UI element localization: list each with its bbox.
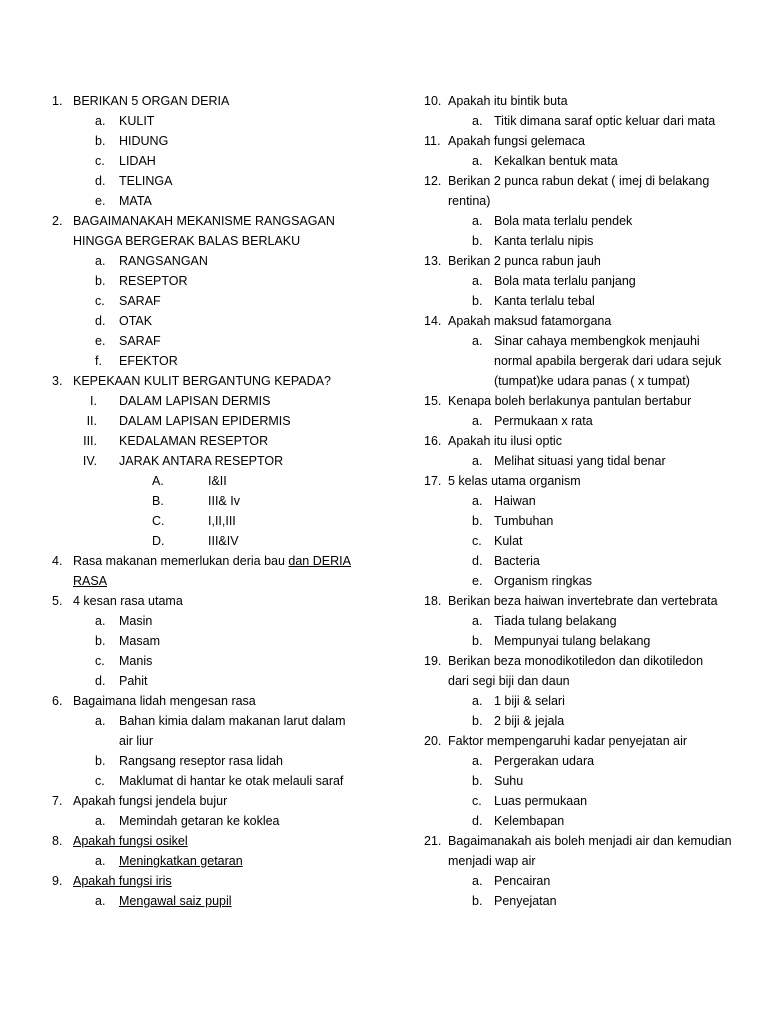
list-marker: c. bbox=[95, 294, 105, 308]
list-text bbox=[119, 731, 153, 751]
list-text-part: Bagaimanakah ais boleh menjadi air dan kemudian bbox=[448, 834, 732, 848]
list-text bbox=[448, 471, 581, 491]
list-text-part: Pergerakan udara bbox=[494, 754, 595, 768]
list-marker: D. bbox=[152, 534, 165, 548]
list-text-part: DALAM LAPISAN DERMIS bbox=[119, 394, 271, 408]
list-marker: b. bbox=[472, 634, 483, 648]
list-text bbox=[494, 451, 666, 471]
list-text bbox=[448, 251, 601, 271]
list-marker: a. bbox=[95, 814, 106, 828]
list-text bbox=[119, 131, 168, 151]
list-text bbox=[119, 751, 283, 771]
list-text-part: Berikan 2 punca rabun jauh bbox=[448, 254, 601, 268]
list-marker: 11. bbox=[424, 134, 441, 148]
list-text bbox=[73, 871, 172, 891]
list-marker: 18. bbox=[424, 594, 442, 608]
list-marker: 20. bbox=[424, 734, 442, 748]
list-text bbox=[119, 111, 154, 131]
list-marker: 3. bbox=[52, 374, 63, 388]
list-text-part: Faktor mempengaruhi kadar penyejatan air bbox=[448, 734, 688, 748]
list-text-part: OTAK bbox=[119, 314, 153, 328]
list-text bbox=[73, 831, 188, 851]
list-text-part: SARAF bbox=[119, 334, 161, 348]
list-text bbox=[73, 91, 229, 111]
list-text bbox=[448, 731, 687, 751]
list-text-part: Tumbuhan bbox=[494, 514, 554, 528]
list-marker: d. bbox=[472, 554, 483, 568]
list-text bbox=[448, 311, 611, 331]
list-marker: a. bbox=[472, 454, 483, 468]
list-text-part: Rangsang reseptor rasa lidah bbox=[119, 754, 283, 768]
list-marker: d. bbox=[472, 814, 483, 828]
list-text bbox=[73, 371, 331, 391]
list-text-part: Tiada tulang belakang bbox=[494, 614, 617, 628]
list-text bbox=[119, 411, 291, 431]
list-marker: a. bbox=[472, 154, 483, 168]
list-marker: a. bbox=[95, 254, 106, 268]
list-text-part: menjadi wap air bbox=[448, 854, 536, 868]
list-text bbox=[494, 231, 593, 251]
list-text-part: I,II,III bbox=[208, 514, 236, 528]
list-text bbox=[494, 611, 617, 631]
list-text-part: Apakah fungsi osikel bbox=[73, 834, 188, 848]
list-text-part: RASA bbox=[73, 574, 108, 588]
list-text-part: Kanta terlalu nipis bbox=[494, 234, 594, 248]
list-marker: 16. bbox=[424, 434, 442, 448]
list-text bbox=[494, 371, 690, 391]
list-text bbox=[119, 611, 152, 631]
list-marker: 9. bbox=[52, 874, 63, 888]
list-marker: 8. bbox=[52, 834, 63, 848]
list-text-part: SARAF bbox=[119, 294, 161, 308]
list-marker: b. bbox=[472, 514, 483, 528]
list-text-part: JARAK ANTARA RESEPTOR bbox=[119, 454, 284, 468]
list-marker: c. bbox=[472, 534, 482, 548]
list-marker: a. bbox=[472, 614, 483, 628]
list-marker: b. bbox=[95, 134, 106, 148]
list-text bbox=[494, 751, 594, 771]
list-text bbox=[494, 891, 557, 911]
list-text bbox=[119, 451, 283, 471]
list-marker: 7. bbox=[52, 794, 63, 808]
list-text-part: Bacteria bbox=[494, 554, 540, 568]
list-marker: d. bbox=[95, 674, 106, 688]
list-marker: 17. bbox=[424, 474, 442, 488]
list-marker: C. bbox=[152, 514, 165, 528]
list-text bbox=[494, 511, 553, 531]
list-marker: b. bbox=[472, 894, 483, 908]
list-marker: 14. bbox=[424, 314, 442, 328]
list-text bbox=[494, 211, 632, 231]
list-marker: b. bbox=[95, 274, 106, 288]
list-text-part: RANGSANGAN bbox=[119, 254, 208, 268]
list-text bbox=[73, 691, 256, 711]
list-text-part: Berikan 2 punca rabun dekat ( imej di belakang bbox=[448, 174, 710, 188]
list-text bbox=[448, 651, 703, 671]
list-text bbox=[119, 891, 232, 911]
list-marker: a. bbox=[95, 894, 106, 908]
list-text-part: III&IV bbox=[208, 534, 239, 548]
list-text-part: Permukaan x rata bbox=[494, 414, 593, 428]
list-text bbox=[119, 431, 268, 451]
list-marker: a. bbox=[472, 334, 483, 348]
list-text-part: BAGAIMANAKAH MEKANISME RANGSAGAN bbox=[73, 214, 335, 228]
list-text bbox=[494, 491, 536, 511]
list-text bbox=[119, 391, 270, 411]
list-marker: 5. bbox=[52, 594, 63, 608]
list-text bbox=[494, 791, 587, 811]
list-text bbox=[73, 211, 335, 231]
list-text-part: Pahit bbox=[119, 674, 148, 688]
list-text bbox=[119, 271, 188, 291]
list-text-part: Suhu bbox=[494, 774, 524, 788]
list-text-part: Masam bbox=[119, 634, 160, 648]
list-text-part: LIDAH bbox=[119, 154, 156, 168]
list-marker: a. bbox=[472, 494, 483, 508]
list-marker: c. bbox=[95, 774, 105, 788]
list-text bbox=[448, 191, 490, 211]
list-text bbox=[119, 331, 161, 351]
list-text-part: Kulat bbox=[494, 534, 523, 548]
list-text-part: HINGGA BERGERAK BALAS BERLAKU bbox=[73, 234, 301, 248]
list-text-part: normal apabila bergerak dari udara sejuk bbox=[494, 354, 722, 368]
list-text-part: Memindah getaran ke koklea bbox=[119, 814, 280, 828]
list-text-part: HIDUNG bbox=[119, 134, 169, 148]
list-text bbox=[119, 651, 152, 671]
list-text-part: BERIKAN 5 ORGAN DERIA bbox=[73, 94, 230, 108]
list-text-part: Bagaimana lidah mengesan rasa bbox=[73, 694, 256, 708]
list-text-part: Bola mata terlalu panjang bbox=[494, 274, 636, 288]
list-text-part: Apakah fungsi iris bbox=[73, 874, 172, 888]
list-marker: b. bbox=[472, 294, 483, 308]
list-text bbox=[448, 91, 568, 111]
list-text-part: III& Iv bbox=[208, 494, 240, 508]
list-marker: 1. bbox=[52, 94, 63, 108]
list-text-part: Apakah itu ilusi optic bbox=[448, 434, 562, 448]
list-marker: b. bbox=[472, 234, 483, 248]
list-marker: 2. bbox=[52, 214, 63, 228]
list-text-part: Mengawal saiz pupil bbox=[119, 894, 232, 908]
list-text bbox=[119, 671, 148, 691]
list-text-part: Apakah fungsi gelemaca bbox=[448, 134, 585, 148]
list-text-part: DALAM LAPISAN EPIDERMIS bbox=[119, 414, 291, 428]
list-marker: 15. bbox=[424, 394, 442, 408]
list-text bbox=[208, 511, 236, 531]
list-text-part: 5 kelas utama organism bbox=[448, 474, 581, 488]
list-marker: a. bbox=[472, 274, 483, 288]
list-text bbox=[119, 811, 280, 831]
list-text-part: Masin bbox=[119, 614, 153, 628]
list-marker: I. bbox=[90, 394, 97, 408]
list-text-part: Bahan kimia dalam makanan larut dalam bbox=[119, 714, 346, 728]
list-text bbox=[448, 831, 732, 851]
list-marker: 19. bbox=[424, 654, 442, 668]
list-marker: b. bbox=[472, 714, 483, 728]
list-text bbox=[448, 171, 709, 191]
list-text-part: MATA bbox=[119, 194, 152, 208]
list-text bbox=[73, 571, 107, 591]
list-text-part: Apakah maksud fatamorgana bbox=[448, 314, 612, 328]
list-marker: 4. bbox=[52, 554, 63, 568]
list-marker: d. bbox=[95, 314, 106, 328]
list-text bbox=[73, 591, 183, 611]
list-text bbox=[119, 191, 152, 211]
list-marker: a. bbox=[95, 614, 106, 628]
list-text-part: Apakah fungsi jendela bujur bbox=[73, 794, 228, 808]
list-text-part: Kenapa boleh berlakunya pantulan bertabur bbox=[448, 394, 692, 408]
list-marker: a. bbox=[472, 414, 483, 428]
list-text bbox=[119, 171, 173, 191]
list-text bbox=[119, 311, 152, 331]
list-text-part: KULIT bbox=[119, 114, 155, 128]
list-text bbox=[494, 871, 550, 891]
list-marker: A. bbox=[152, 474, 164, 488]
list-marker: d. bbox=[95, 174, 106, 188]
list-marker: a. bbox=[95, 114, 106, 128]
list-marker: a. bbox=[472, 114, 483, 128]
list-text bbox=[494, 291, 595, 311]
list-text-part: Melihat situasi yang tidal benar bbox=[494, 454, 666, 468]
list-text bbox=[208, 531, 239, 551]
list-marker: 12. bbox=[424, 174, 442, 188]
list-marker: 21. bbox=[424, 834, 442, 848]
list-text bbox=[494, 551, 540, 571]
list-text-part: Pencairan bbox=[494, 874, 551, 888]
list-text-part: TELINGA bbox=[119, 174, 173, 188]
list-marker: b. bbox=[95, 634, 106, 648]
list-text-part: Kekalkan bentuk mata bbox=[494, 154, 618, 168]
list-text bbox=[119, 771, 343, 791]
list-text-part: dan DERIA bbox=[288, 554, 351, 568]
list-text-part: (tumpat)ke udara panas ( x tumpat) bbox=[494, 374, 690, 388]
list-text bbox=[448, 431, 562, 451]
list-marker: c. bbox=[95, 654, 105, 668]
list-marker: 6. bbox=[52, 694, 63, 708]
list-text bbox=[494, 351, 721, 371]
list-text-part: Manis bbox=[119, 654, 153, 668]
list-text-part: 1 biji & selari bbox=[494, 694, 565, 708]
list-marker: II. bbox=[86, 414, 97, 428]
list-text-part: Sinar cahaya membengkok menjauhi bbox=[494, 334, 700, 348]
list-text bbox=[448, 591, 718, 611]
list-text-part: EFEKTOR bbox=[119, 354, 178, 368]
list-text-part: Penyejatan bbox=[494, 894, 557, 908]
list-marker: f. bbox=[95, 354, 102, 368]
list-text bbox=[448, 851, 536, 871]
list-text bbox=[494, 111, 715, 131]
list-text bbox=[494, 571, 592, 591]
list-marker: e. bbox=[95, 194, 106, 208]
list-text bbox=[448, 131, 585, 151]
list-text-part: Kelembapan bbox=[494, 814, 565, 828]
list-text-part: RESEPTOR bbox=[119, 274, 188, 288]
list-marker: a. bbox=[95, 714, 106, 728]
list-text bbox=[208, 491, 240, 511]
list-text bbox=[494, 631, 650, 651]
list-marker: b. bbox=[472, 774, 483, 788]
list-marker: a. bbox=[472, 694, 483, 708]
list-text bbox=[119, 631, 160, 651]
list-marker: e. bbox=[472, 574, 483, 588]
list-text-part: Luas permukaan bbox=[494, 794, 588, 808]
list-text-part: Bola mata terlalu pendek bbox=[494, 214, 633, 228]
list-marker: a. bbox=[472, 214, 483, 228]
list-text-part: Berikan beza haiwan invertebrate dan vertebrata bbox=[448, 594, 718, 608]
list-marker: c. bbox=[472, 794, 482, 808]
list-text-part: KEPEKAAN KULIT BERGANTUNG KEPADA? bbox=[73, 374, 331, 388]
list-text bbox=[494, 811, 564, 831]
list-text bbox=[494, 711, 564, 731]
list-marker: IV. bbox=[82, 454, 97, 468]
list-text-part: air liur bbox=[119, 734, 154, 748]
list-marker: 13. bbox=[424, 254, 442, 268]
list-marker: a. bbox=[472, 754, 483, 768]
list-text-part: rentina) bbox=[448, 194, 491, 208]
list-text-part: 2 biji & jejala bbox=[494, 714, 565, 728]
list-text-part: Apakah itu bintik buta bbox=[448, 94, 568, 108]
list-text bbox=[494, 771, 523, 791]
list-text-part: Rasa makanan memerlukan deria bau bbox=[73, 554, 289, 568]
list-text-part: Maklumat di hantar ke otak melauli saraf bbox=[119, 774, 344, 788]
list-text-part: dari segi biji dan daun bbox=[448, 674, 570, 688]
list-text-part: Meningkatkan getaran bbox=[119, 854, 243, 868]
list-text-part: Titik dimana saraf optic keluar dari mata bbox=[494, 114, 716, 128]
list-text-part: Haiwan bbox=[494, 494, 536, 508]
list-marker: b. bbox=[95, 754, 106, 768]
list-marker: a. bbox=[472, 874, 483, 888]
list-text bbox=[494, 331, 700, 351]
list-text bbox=[119, 851, 243, 871]
list-text bbox=[73, 791, 227, 811]
list-marker: 10. bbox=[424, 94, 442, 108]
list-text bbox=[448, 671, 570, 691]
list-marker: a. bbox=[95, 854, 106, 868]
list-text-part: KEDALAMAN RESEPTOR bbox=[119, 434, 269, 448]
list-text bbox=[119, 291, 161, 311]
list-text-part: Organism ringkas bbox=[494, 574, 592, 588]
list-marker: c. bbox=[95, 154, 105, 168]
list-text bbox=[73, 231, 300, 251]
list-text bbox=[494, 271, 636, 291]
list-text-part: I&II bbox=[208, 474, 227, 488]
list-text bbox=[494, 411, 593, 431]
list-text bbox=[448, 391, 691, 411]
list-text bbox=[119, 351, 178, 371]
list-text bbox=[494, 691, 565, 711]
list-text bbox=[73, 551, 351, 571]
list-text bbox=[494, 151, 618, 171]
list-marker: e. bbox=[95, 334, 106, 348]
list-text bbox=[208, 471, 227, 491]
list-text-part: 4 kesan rasa utama bbox=[73, 594, 183, 608]
list-text bbox=[119, 251, 208, 271]
list-text bbox=[119, 151, 156, 171]
list-text-part: Kanta terlalu tebal bbox=[494, 294, 595, 308]
list-text bbox=[494, 531, 523, 551]
list-marker: B. bbox=[152, 494, 164, 508]
list-text bbox=[119, 711, 346, 731]
list-marker: III. bbox=[83, 434, 97, 448]
list-text-part: Mempunyai tulang belakang bbox=[494, 634, 651, 648]
list-text-part: Berikan beza monodikotiledon dan dikotiledon bbox=[448, 654, 704, 668]
